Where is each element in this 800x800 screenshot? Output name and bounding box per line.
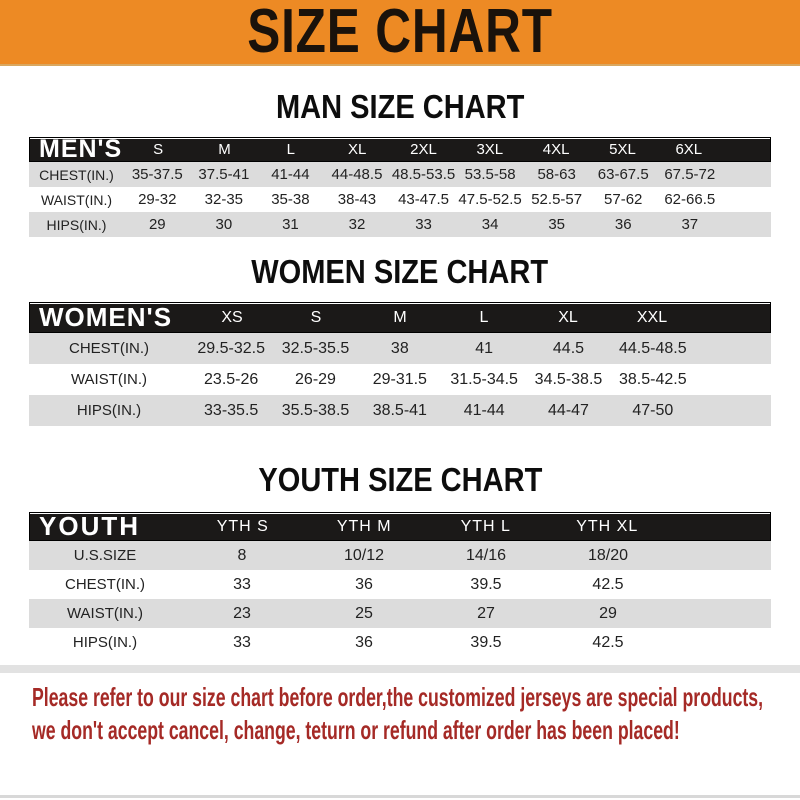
cell-value: 53.5-58 (464, 166, 516, 183)
women-size-table (29, 302, 771, 426)
column-header: 6XL (675, 141, 703, 158)
cell-value: 27 (477, 604, 495, 622)
cell-value: 58-63 (537, 166, 576, 183)
cell-value: 42.5 (592, 633, 624, 651)
cell-value: 41-44 (463, 401, 505, 419)
cell-value: 63-67.5 (597, 166, 649, 183)
footer-line-1: Please refer to our size chart before order,the customized jerseys are special products, (32, 682, 764, 712)
cell-value: 39.5 (470, 633, 502, 651)
row-values (181, 605, 771, 623)
footer-divider (0, 665, 800, 673)
cell-value: 38.5-41 (372, 401, 427, 419)
cell-value: 29 (148, 216, 166, 233)
cell-value: 47-50 (632, 401, 674, 419)
column-header: XS (221, 308, 243, 326)
table-title: YOUTH (39, 511, 140, 541)
cell-value: 38-43 (337, 191, 377, 208)
cell-value: 67.5-72 (664, 166, 716, 183)
table-row (29, 599, 771, 628)
cell-value: 52.5-57 (531, 191, 583, 208)
row-label: WAIST(IN.) (40, 191, 113, 208)
cell-value: 32-35 (204, 191, 244, 208)
row-label: CHEST(IN.) (69, 340, 149, 357)
row-label: HIPS(IN.) (46, 216, 107, 233)
row-label: HIPS(IN.) (72, 634, 138, 651)
column-header: XXL (636, 308, 668, 326)
cell-value: 37.5-41 (198, 166, 250, 183)
youth-heading-text: YOUTH SIZE CHART (258, 461, 542, 498)
row-values (189, 371, 771, 389)
column-header: M (218, 141, 231, 158)
cell-value: 8 (237, 546, 247, 564)
row-label: CHEST(IN.) (39, 166, 114, 183)
cell-value: 35.5-38.5 (281, 401, 350, 419)
banner-title: SIZE CHART (247, 0, 553, 66)
cell-value: 29.5-32.5 (197, 339, 265, 357)
table-header-row (29, 302, 771, 333)
table-title: WOMEN'S (39, 302, 173, 332)
men-size-table (29, 137, 771, 237)
cell-value: 26-29 (295, 370, 336, 388)
row-label: CHEST(IN.) (65, 576, 145, 593)
column-header: S (310, 308, 322, 326)
column-header: 3XL (476, 141, 504, 158)
cell-value: 36 (355, 575, 373, 593)
cell-value: 36 (355, 633, 373, 651)
column-header: M (393, 308, 407, 326)
cell-value: 44.5 (552, 339, 585, 357)
header-columns (190, 309, 770, 327)
cell-value: 35-37.5 (131, 166, 183, 183)
cell-value: 47.5-52.5 (458, 191, 522, 208)
table-row (29, 395, 771, 426)
row-values (189, 340, 771, 358)
cell-value: 35-38 (271, 191, 310, 208)
cell-value: 29 (599, 604, 617, 622)
cell-value: 43-47.5 (398, 191, 449, 208)
cell-value: 32.5-35.5 (281, 339, 350, 357)
cell-value: 44-47 (548, 401, 589, 419)
row-values (124, 166, 771, 183)
cell-value: 33 (415, 216, 432, 233)
column-header: YTH S (216, 517, 269, 535)
youth-section-heading (0, 461, 800, 499)
cell-value: 38.5-42.5 (619, 370, 687, 388)
cell-value: 35 (548, 216, 565, 233)
cell-value: 36 (614, 216, 632, 233)
cell-value: 25 (355, 604, 373, 622)
cell-value: 38 (390, 339, 409, 357)
cell-value: 44.5-48.5 (619, 339, 687, 357)
footer-line-1-wrap (32, 681, 800, 714)
column-header: XL (558, 308, 578, 326)
column-header: 4XL (542, 141, 570, 158)
footer-line-2: we don't accept cancel, change, teturn or refund after order has been placed! (32, 715, 680, 745)
cell-value: 33-35.5 (204, 401, 259, 419)
column-header: L (286, 141, 295, 158)
footer-note (0, 673, 800, 747)
row-values (181, 634, 771, 652)
cell-value: 57-62 (604, 191, 643, 208)
table-header-row (29, 512, 771, 541)
table-title: MEN'S (39, 135, 123, 163)
column-header: S (153, 141, 164, 158)
row-values (124, 216, 771, 233)
row-values (181, 547, 771, 565)
size-chart-banner (0, 0, 800, 66)
table-row (29, 364, 771, 395)
cell-value: 23 (233, 604, 251, 622)
men-section-heading (0, 88, 800, 126)
row-label: U.S.SIZE (73, 547, 137, 564)
cell-value: 23.5-26 (204, 370, 259, 388)
cell-value: 31.5-34.5 (450, 370, 518, 388)
men-heading-text: MAN SIZE CHART (275, 88, 525, 125)
table-row (29, 570, 771, 599)
cell-value: 29-32 (138, 191, 177, 208)
women-section-heading (0, 253, 800, 291)
table-row (29, 333, 771, 364)
cell-value: 33 (233, 575, 251, 593)
table-row (29, 187, 771, 212)
cell-value: 62-66.5 (664, 191, 716, 208)
table-row (29, 628, 771, 657)
column-header: YTH M (336, 517, 392, 535)
table-header-row (29, 137, 771, 162)
cell-value: 34.5-38.5 (534, 370, 603, 388)
youth-size-table (29, 512, 771, 657)
cell-value: 41 (475, 339, 494, 357)
cell-value: 34 (481, 216, 499, 233)
row-values (181, 576, 771, 594)
cell-value: 44-48.5 (331, 166, 383, 183)
cell-value: 18/20 (587, 546, 629, 564)
row-label: WAIST(IN.) (66, 605, 144, 622)
row-values (124, 191, 771, 208)
header-columns (125, 141, 770, 158)
footer-line-2-wrap (32, 714, 800, 747)
table-row (29, 162, 771, 187)
cell-value: 10/12 (343, 546, 385, 564)
column-header: 2XL (410, 141, 437, 158)
column-header: YTH XL (576, 517, 639, 535)
cell-value: 41-44 (271, 166, 310, 183)
cell-value: 39.5 (470, 575, 502, 593)
cell-value: 33 (233, 633, 251, 651)
bottom-divider (0, 795, 800, 798)
column-header: XL (347, 141, 367, 158)
row-label: HIPS(IN.) (76, 402, 142, 419)
header-columns (182, 518, 770, 536)
column-header: 5XL (609, 141, 636, 158)
cell-value: 30 (215, 216, 233, 233)
table-row (29, 541, 771, 570)
column-header: YTH L (460, 517, 511, 535)
table-row (29, 212, 771, 237)
cell-value: 31 (282, 216, 299, 233)
row-values (189, 402, 771, 420)
cell-value: 14/16 (465, 546, 507, 564)
women-heading-text: WOMEN SIZE CHART (251, 253, 549, 290)
cell-value: 32 (348, 216, 366, 233)
cell-value: 37 (681, 216, 699, 233)
cell-value: 48.5-53.5 (391, 166, 456, 183)
cell-value: 42.5 (592, 575, 624, 593)
cell-value: 29-31.5 (372, 370, 427, 388)
column-header: L (479, 308, 489, 326)
row-label: WAIST(IN.) (70, 371, 148, 388)
